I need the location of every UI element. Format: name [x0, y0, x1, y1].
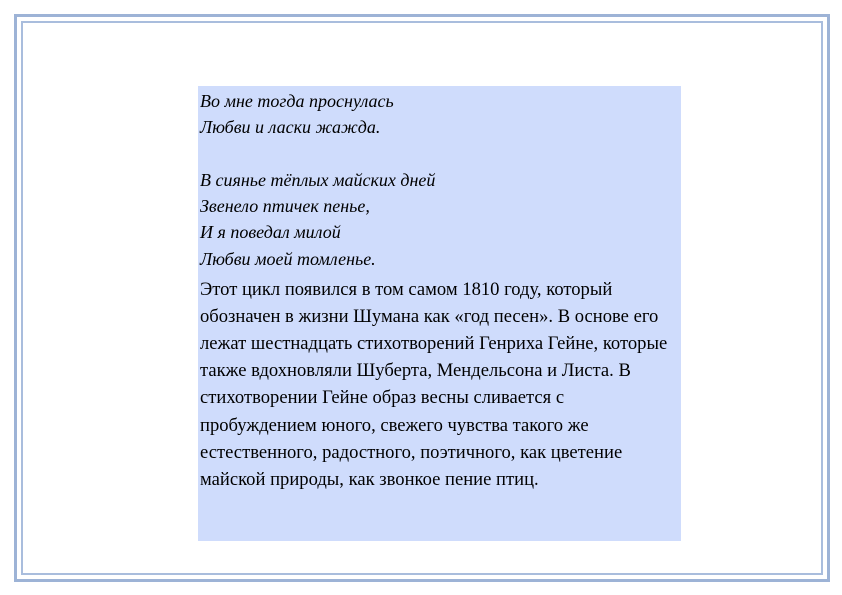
description-paragraph: Этот цикл появился в том самом 1810 году, который обозначен в жизни Шумана как «год песен». В основе его лежат шестнадцать стихотворений Генриха Гейне, которые также вдохновляли Шуберта, Мендельсона и Листа. В стихотворении Гейне образ весны сливается с пробуждением юного, свежего чувства такого же естественного, радостного, поэтичного, как цветение майской природы, как звонкое пение птиц. [200, 279, 668, 490]
poem-line: Звенело птичек пенье, [200, 196, 370, 217]
poem-line: Любви моей томленье. [200, 248, 376, 269]
poem-line: Любви и ласки жажда. [200, 117, 381, 138]
poem-line: Во мне тогда проснулась [200, 91, 394, 111]
text-box [198, 86, 681, 541]
poem-line: В сиянье тёплых майских дней [200, 169, 436, 190]
stanza-gap [200, 141, 675, 167]
poem-excerpt [200, 88, 675, 272]
poem-line: И я поведал милой [200, 222, 341, 243]
